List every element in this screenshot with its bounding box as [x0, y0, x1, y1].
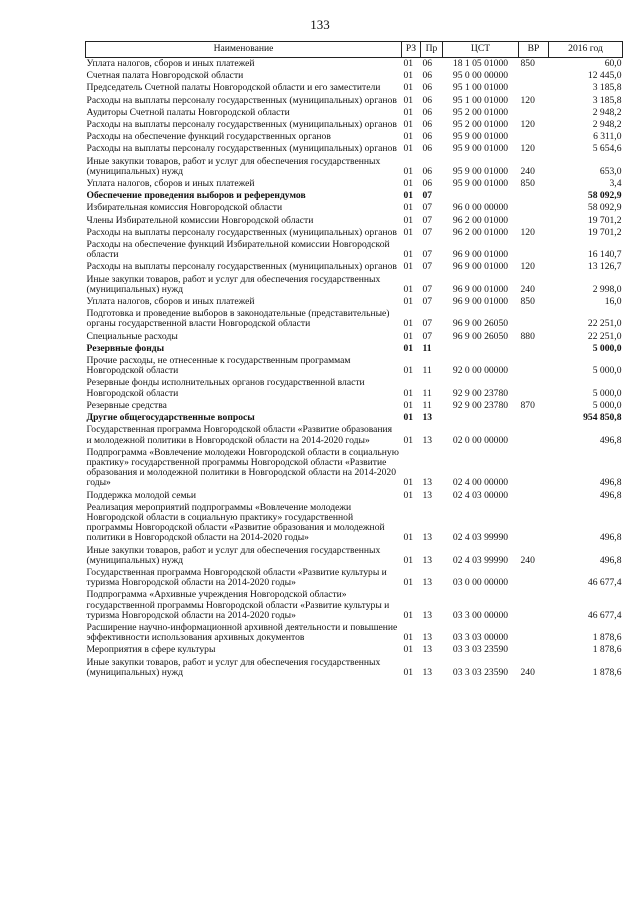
cell-rz: 01: [403, 342, 414, 354]
cell-vr: [519, 343, 549, 355]
header-name: Наименование: [86, 42, 402, 58]
cell-vr: 850: [520, 296, 535, 308]
cell-cst: [443, 412, 519, 424]
table-row: [86, 447, 623, 490]
cell-sum: 19 701,2: [587, 214, 622, 226]
cell-name: Государственная программа Новгородской области «Развитие образования и молодежной политики в Новгородской области на 2014-2020 годы»: [86, 424, 393, 446]
cell-pr: 06: [422, 94, 433, 106]
table-row: [86, 567, 623, 589]
table-body: [86, 58, 623, 679]
cell-cst: 96 9 00 01000: [452, 283, 509, 295]
cell-cst: [443, 343, 519, 355]
cell-vr: [519, 447, 549, 490]
cell-cst: 96 9 00 26050: [452, 330, 509, 342]
cell-cst: 02 4 03 99990: [452, 532, 509, 544]
table-row: [86, 622, 623, 644]
cell-pr: 13: [422, 577, 433, 589]
cell-vr: 120: [520, 119, 535, 131]
cell-pr: 06: [422, 178, 433, 190]
header-vr: ВР: [519, 42, 549, 58]
cell-pr: 06: [422, 82, 433, 94]
table-row: [86, 274, 623, 296]
cell-cst: 95 9 00 01000: [452, 165, 509, 177]
cell-cst: 02 4 03 99990: [452, 554, 509, 566]
cell-cst: [443, 190, 519, 202]
table-header: [86, 42, 623, 58]
cell-sum: 16,0: [604, 296, 622, 308]
cell-sum: 2 948,2: [592, 106, 622, 118]
cell-cst: 95 2 00 01000: [452, 106, 509, 118]
cell-cst: 95 0 00 00000: [452, 70, 509, 82]
cell-cst: 95 9 00 01000: [452, 131, 509, 143]
cell-sum: 496,8: [599, 554, 622, 566]
cell-vr: 880: [520, 330, 535, 342]
cell-vr: 120: [520, 226, 535, 238]
table-row: [86, 107, 623, 119]
cell-rz: 01: [403, 283, 414, 295]
cell-pr: 06: [422, 143, 433, 155]
cell-vr: 240: [520, 666, 535, 678]
cell-vr: [519, 308, 549, 330]
cell-name: Расходы на выплаты персоналу государственных (муниципальных) органов: [86, 119, 397, 131]
cell-vr: 120: [520, 143, 535, 155]
cell-sum: 5 000,0: [592, 387, 622, 399]
cell-cst: 18 1 05 01000: [452, 58, 509, 69]
cell-vr: 870: [520, 399, 535, 411]
table-row: [86, 545, 623, 567]
cell-rz: 01: [403, 399, 414, 411]
cell-rz: 01: [403, 94, 414, 106]
cell-pr: 07: [422, 249, 433, 261]
cell-pr: 06: [422, 131, 433, 143]
cell-rz: 01: [403, 577, 414, 589]
cell-rz: 01: [403, 318, 414, 330]
cell-name: Резервные фонды: [86, 342, 165, 354]
cell-cst: 96 2 00 01000: [452, 214, 509, 226]
cell-rz: 01: [403, 143, 414, 155]
cell-cst: 02 0 00 00000: [452, 434, 509, 446]
cell-sum: 496,8: [599, 489, 622, 501]
cell-cst: 96 0 00 00000: [452, 202, 509, 214]
cell-name: Обеспечение проведения выборов и референдумов: [86, 190, 306, 202]
cell-name: Расширение научно-информационной архивной деятельности и повышение эффективности использования архивных документов: [86, 621, 398, 644]
cell-name: Резервные средства: [86, 399, 167, 411]
cell-sum: 6 311,0: [593, 131, 622, 143]
cell-sum: 5 000,0: [592, 399, 622, 411]
cell-name: Подготовка и проведение выборов в законодательные (представительные) органы государственной власти Новгородской области: [86, 308, 390, 330]
cell-sum: 5 000,0: [592, 342, 622, 354]
cell-cst: 03 3 03 23590: [452, 644, 509, 656]
table-row: [86, 424, 623, 446]
cell-name: Подпрограмма «Вовлечение молодежи Новгородской области в социальную практику» государственной программы Новгородской области «Развитие образования и молодежной политики в Новгородской области на 2014-2020 годы»: [86, 446, 399, 489]
cell-name: Уплата налогов, сборов и иных платежей: [86, 58, 255, 69]
cell-vr: [519, 190, 549, 202]
cell-sum: 12 445,0: [587, 70, 622, 82]
cell-cst: 03 3 03 00000: [452, 632, 509, 644]
cell-cst: 03 3 03 23590: [452, 666, 509, 678]
cell-cst: 95 9 00 01000: [452, 178, 509, 190]
table-row: [86, 143, 623, 155]
cell-sum: 1 878,6: [592, 632, 622, 644]
table-row: [86, 644, 623, 656]
table-row: [86, 82, 623, 94]
cell-name: Расходы на обеспечение функций государственных органов: [86, 131, 331, 143]
cell-pr: 07: [422, 318, 433, 330]
cell-rz: 01: [403, 190, 414, 202]
cell-cst: 92 9 00 23780: [452, 399, 509, 411]
cell-sum: 3 185,8: [592, 94, 622, 106]
cell-vr: 240: [520, 554, 535, 566]
cell-pr: 07: [422, 190, 433, 202]
header-year: 2016 год: [549, 42, 623, 58]
table-row: [86, 377, 623, 399]
table-row: [86, 296, 623, 308]
cell-pr: 13: [422, 644, 433, 656]
cell-name: Резервные фонды исполнительных органов государственной власти Новгородской области: [86, 377, 365, 399]
cell-rz: 01: [403, 666, 414, 678]
cell-sum: 5 654,6: [592, 143, 622, 155]
cell-vr: [519, 589, 549, 622]
cell-cst: 02 4 03 00000: [452, 489, 509, 501]
cell-name: Уплата налогов, сборов и иных платежей: [86, 296, 255, 308]
cell-name: Поддержка молодой семьи: [86, 489, 197, 501]
cell-vr: [519, 107, 549, 119]
cell-sum: 3,4: [609, 178, 622, 190]
cell-vr: [519, 355, 549, 377]
cell-pr: 13: [422, 477, 433, 489]
cell-pr: 11: [422, 342, 432, 354]
table-row: [86, 343, 623, 355]
table-row: [86, 215, 623, 227]
cell-pr: 11: [422, 387, 432, 399]
cell-sum: 954 850,8: [583, 412, 622, 424]
table-row: [86, 227, 623, 239]
cell-name: Мероприятия в сфере культуры: [86, 644, 216, 656]
cell-vr: [519, 82, 549, 94]
cell-vr: 120: [520, 94, 535, 106]
cell-vr: [519, 622, 549, 644]
cell-sum: 46 677,4: [587, 609, 622, 621]
cell-cst: 95 2 00 01000: [452, 119, 509, 131]
cell-name: Расходы на обеспечение функций Избирательной комиссии Новгородской области: [86, 239, 390, 261]
cell-pr: 07: [422, 330, 433, 342]
cell-rz: 01: [403, 165, 414, 177]
cell-rz: 01: [403, 249, 414, 261]
cell-name: Иные закупки товаров, работ и услуг для обеспечения государственных (муниципальных) нужд: [86, 544, 381, 566]
cell-sum: 46 677,4: [587, 577, 622, 589]
cell-sum: 3 185,8: [592, 82, 622, 94]
cell-vr: [519, 424, 549, 446]
cell-cst: 95 1 00 01000: [452, 94, 509, 106]
cell-cst: 02 4 00 00000: [452, 477, 509, 489]
cell-rz: 01: [403, 58, 414, 69]
cell-sum: 16 140,7: [587, 249, 622, 261]
cell-rz: 01: [403, 202, 414, 214]
cell-sum: 2 948,2: [592, 119, 622, 131]
page-number: 133: [310, 17, 330, 32]
cell-rz: 01: [403, 82, 414, 94]
cell-name: Уплата налогов, сборов и иных платежей: [86, 178, 255, 190]
budget-table: [85, 41, 623, 679]
cell-cst: 96 9 00 01000: [452, 296, 509, 308]
cell-pr: 07: [422, 296, 433, 308]
cell-vr: [519, 502, 549, 545]
cell-rz: 01: [403, 106, 414, 118]
cell-vr: [519, 70, 549, 82]
cell-name: Иные закупки товаров, работ и услуг для обеспечения государственных (муниципальных) нужд: [86, 656, 381, 678]
cell-sum: 58 092,9: [587, 202, 622, 214]
cell-rz: 01: [403, 434, 414, 446]
cell-sum: 22 251,0: [587, 318, 622, 330]
table-row: [86, 502, 623, 545]
cell-rz: 01: [403, 554, 414, 566]
cell-name: Расходы на выплаты персоналу государственных (муниципальных) органов: [86, 226, 397, 238]
cell-sum: 496,8: [599, 477, 622, 489]
cell-name: Члены Избирательной комиссии Новгородской области: [86, 214, 314, 226]
cell-rz: 01: [403, 261, 414, 273]
cell-rz: 01: [403, 489, 414, 501]
cell-name: Государственная программа Новгородской области «Развитие культуры и туризма Новгородской области на 2014-2020 годы»: [86, 566, 387, 589]
cell-name: Избирательная комиссия Новгородской области: [86, 202, 283, 214]
cell-pr: 06: [422, 106, 433, 118]
cell-name: Расходы на выплаты персоналу государственных (муниципальных) органов: [86, 143, 397, 155]
cell-rz: 01: [403, 214, 414, 226]
cell-rz: 01: [403, 131, 414, 143]
cell-cst: 92 9 00 23780: [452, 387, 509, 399]
cell-pr: 07: [422, 261, 433, 273]
cell-vr: 240: [520, 283, 535, 295]
cell-pr: 13: [422, 666, 433, 678]
cell-name: Другие общегосударственные вопросы: [86, 412, 255, 424]
cell-cst: 96 9 00 01000: [452, 249, 509, 261]
cell-name: Расходы на выплаты персоналу государственных (муниципальных) органов: [86, 261, 397, 273]
cell-sum: 22 251,0: [587, 330, 622, 342]
cell-cst: 95 9 00 01000: [452, 143, 509, 155]
cell-rz: 01: [403, 609, 414, 621]
cell-vr: [519, 202, 549, 214]
cell-name: Председатель Счетной палаты Новгородской области и его заместители: [86, 82, 381, 94]
cell-cst: 96 9 00 01000: [452, 261, 509, 273]
header-pr: Пр: [421, 42, 443, 58]
cell-pr: 07: [422, 226, 433, 238]
cell-pr: 13: [422, 532, 433, 544]
cell-cst: 95 1 00 01000: [452, 82, 509, 94]
table-row: [86, 239, 623, 261]
cell-rz: 01: [403, 178, 414, 190]
cell-vr: 120: [520, 261, 535, 273]
cell-rz: 01: [403, 532, 414, 544]
cell-cst: 03 0 00 00000: [452, 577, 509, 589]
cell-vr: 850: [520, 178, 535, 190]
cell-rz: 01: [403, 330, 414, 342]
cell-vr: [519, 377, 549, 399]
cell-sum: 496,8: [599, 532, 622, 544]
cell-pr: 06: [422, 165, 433, 177]
cell-sum: 13 126,7: [587, 261, 622, 273]
cell-sum: 1 878,6: [592, 666, 622, 678]
cell-vr: [519, 131, 549, 143]
cell-name: Прочие расходы, не отнесенные к государственным программам Новгородской области: [86, 355, 351, 377]
cell-rz: 01: [403, 477, 414, 489]
cell-cst: 96 9 00 26050: [452, 318, 509, 330]
cell-sum: 1 878,6: [592, 644, 622, 656]
header-cst: ЦСТ: [443, 42, 519, 58]
cell-name: Расходы на выплаты персоналу государственных (муниципальных) органов: [86, 94, 397, 106]
cell-vr: 240: [520, 165, 535, 177]
table-row: [86, 178, 623, 190]
table-row: [86, 70, 623, 82]
cell-rz: 01: [403, 387, 414, 399]
cell-vr: [519, 239, 549, 261]
cell-pr: 13: [422, 412, 433, 424]
cell-cst: 03 3 00 00000: [452, 609, 509, 621]
cell-sum: 653,0: [599, 165, 622, 177]
table-row: [86, 331, 623, 343]
cell-pr: 11: [422, 365, 432, 377]
table-row: [86, 261, 623, 273]
cell-cst: 96 2 00 01000: [452, 226, 509, 238]
cell-pr: 13: [422, 489, 433, 501]
cell-rz: 01: [403, 70, 414, 82]
cell-vr: [519, 215, 549, 227]
cell-name: Подпрограмма «Архивные учреждения Новгородской области» государственной программы Новгородской области «Развитие культуры и туризма Новгородской области на 2014-2020 годы»: [86, 589, 390, 621]
cell-name: Аудиторы Счетной палаты Новгородской области: [86, 106, 290, 118]
cell-name: Иные закупки товаров, работ и услуг для обеспечения государственных (муниципальных) нужд: [86, 273, 381, 295]
cell-pr: 07: [422, 214, 433, 226]
cell-sum: 60,0: [604, 58, 622, 69]
cell-name: Счетная палата Новгородской области: [86, 70, 244, 82]
cell-vr: 850: [520, 58, 535, 69]
cell-pr: 06: [422, 119, 433, 131]
cell-rz: 01: [403, 632, 414, 644]
table-row: [86, 490, 623, 502]
cell-name: Иные закупки товаров, работ и услуг для обеспечения государственных (муниципальных) нужд: [86, 155, 381, 177]
cell-rz: 01: [403, 644, 414, 656]
budget-table-container: [85, 41, 622, 679]
cell-pr: 13: [422, 554, 433, 566]
cell-sum: 496,8: [599, 434, 622, 446]
cell-cst: 92 0 00 00000: [452, 365, 509, 377]
cell-vr: [519, 567, 549, 589]
table-row: [86, 589, 623, 622]
table-row: [86, 119, 623, 131]
table-row: [86, 95, 623, 107]
header-rz: РЗ: [402, 42, 421, 58]
cell-sum: 58 092,9: [587, 190, 622, 202]
cell-pr: 06: [422, 70, 433, 82]
cell-pr: 06: [422, 58, 433, 69]
table-row: [86, 657, 623, 679]
table-row: [86, 156, 623, 178]
cell-rz: 01: [403, 296, 414, 308]
cell-name: Реализация мероприятий подпрограммы «Вовлечение молодежи Новгородской области в социальную практику» государственной программы Новгородской области «Развитие образования и молодежной политики в Новгородской области на 2014-2020 годы»: [86, 501, 385, 544]
cell-pr: 07: [422, 283, 433, 295]
cell-pr: 11: [422, 399, 432, 411]
table-row: [86, 131, 623, 143]
cell-sum: 2 998,0: [592, 283, 622, 295]
cell-pr: 13: [422, 434, 433, 446]
cell-pr: 13: [422, 609, 433, 621]
cell-rz: 01: [403, 226, 414, 238]
table-row: [86, 190, 623, 202]
cell-rz: 01: [403, 365, 414, 377]
cell-name: Специальные расходы: [86, 330, 178, 342]
cell-rz: 01: [403, 119, 414, 131]
table-row: [86, 400, 623, 412]
cell-pr: 13: [422, 632, 433, 644]
cell-rz: 01: [403, 412, 414, 424]
table-row: [86, 58, 623, 71]
table-row: [86, 202, 623, 214]
table-row: [86, 355, 623, 377]
table-row: [86, 308, 623, 330]
cell-vr: [519, 490, 549, 502]
cell-sum: 5 000,0: [592, 365, 622, 377]
cell-sum: 19 701,2: [587, 226, 622, 238]
cell-vr: [519, 412, 549, 424]
cell-vr: [519, 644, 549, 656]
cell-pr: 07: [422, 202, 433, 214]
table-row: [86, 412, 623, 424]
